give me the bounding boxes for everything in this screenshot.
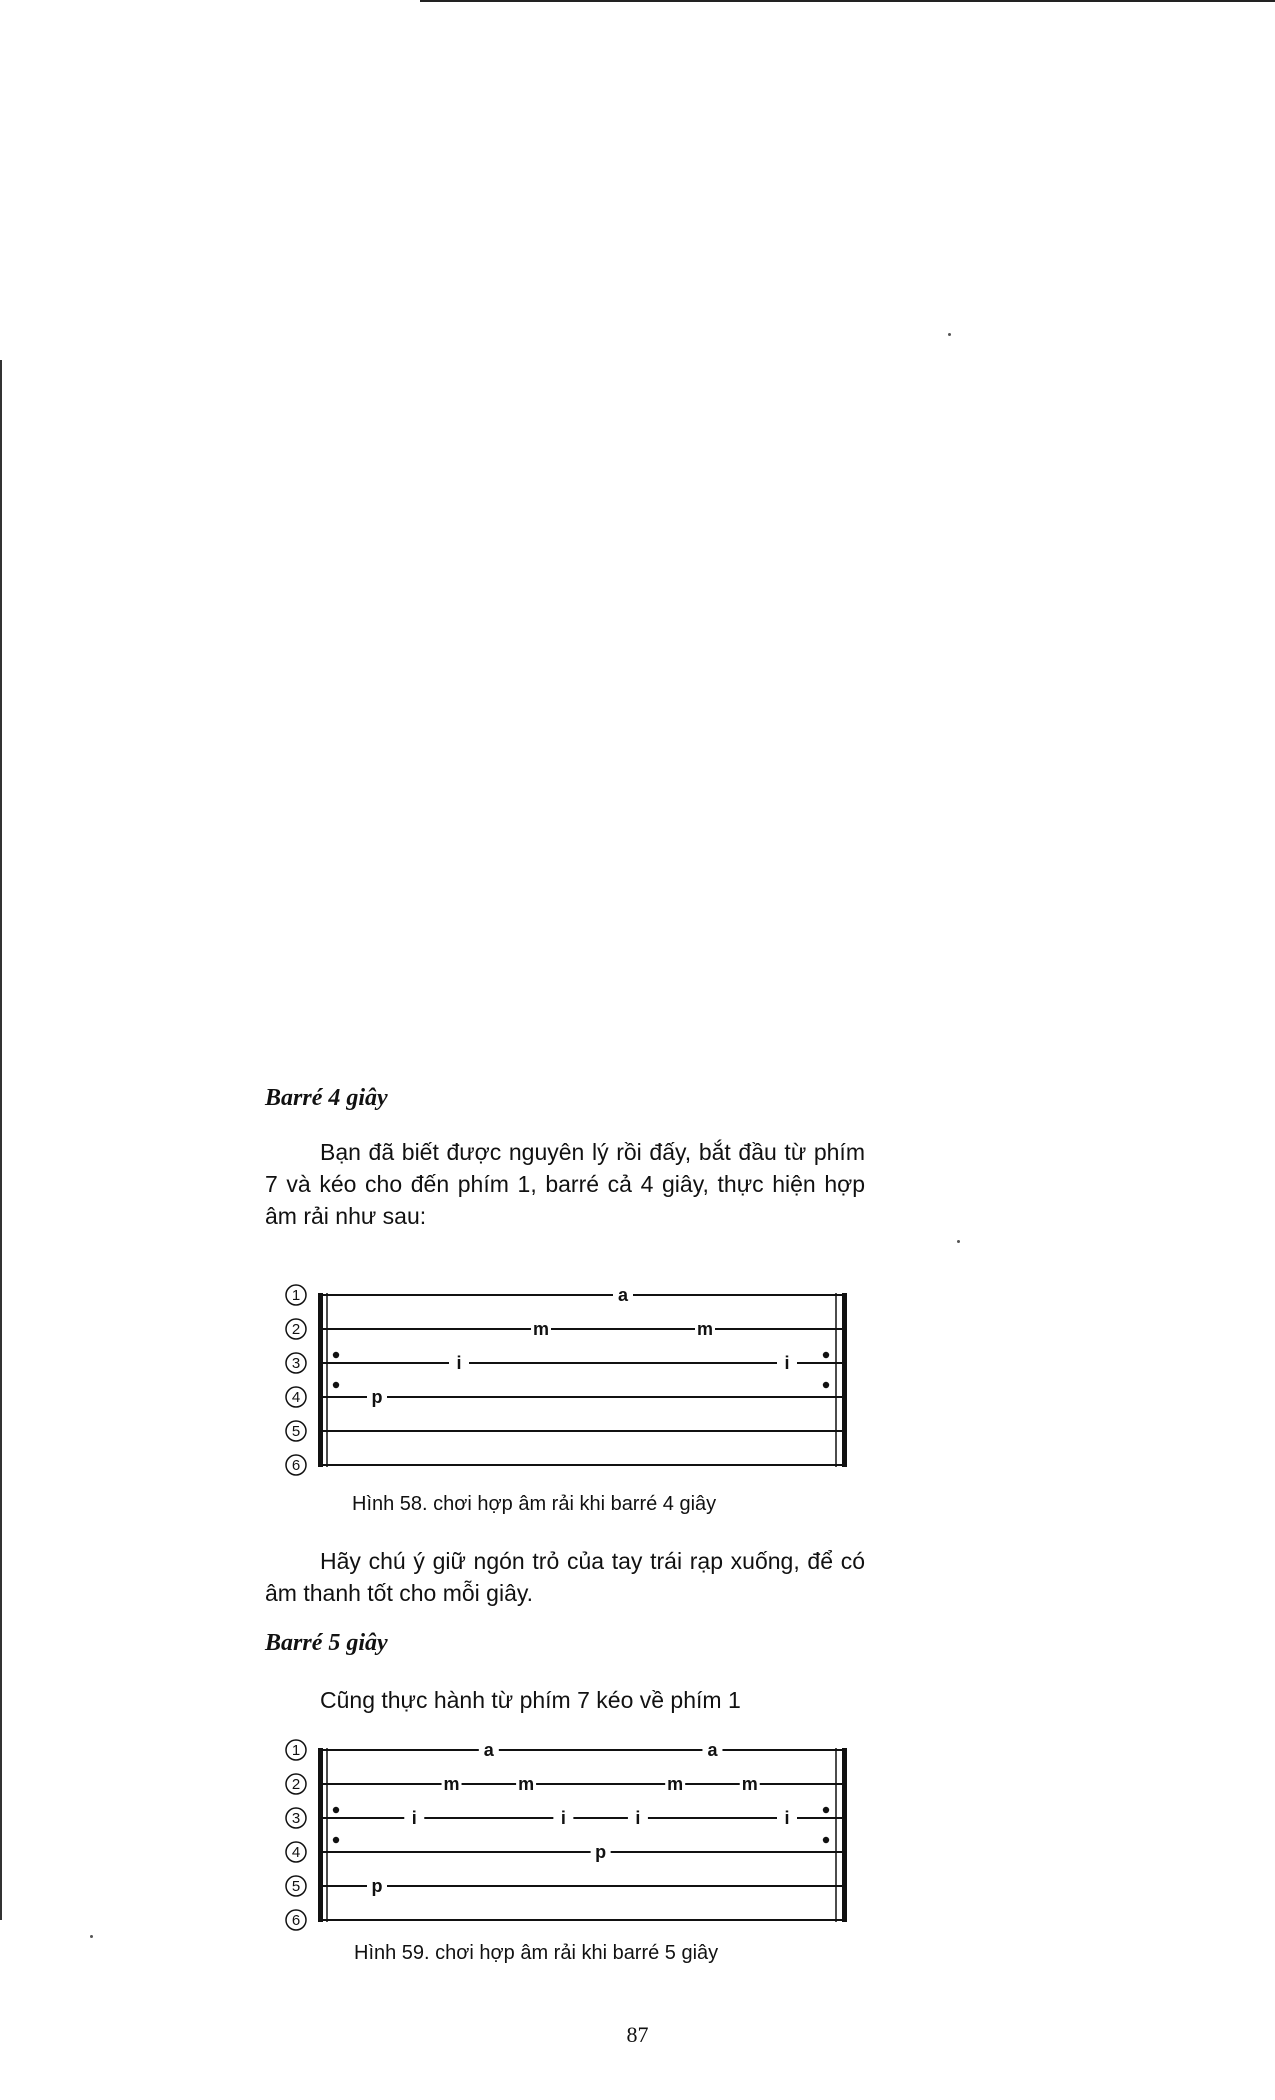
finger-label: a <box>483 1740 494 1760</box>
end-barline-thick <box>842 1748 847 1922</box>
repeat-dot <box>333 1382 339 1388</box>
finger-label: a <box>707 1740 718 1760</box>
string-number-label: 3 <box>291 1810 301 1827</box>
finger-label: m <box>667 1774 684 1794</box>
finger-label: m <box>518 1774 535 1794</box>
repeat-dot <box>823 1807 829 1813</box>
scan-speck <box>957 1240 960 1243</box>
string-number-label: 3 <box>291 1355 301 1372</box>
finger-label: i <box>456 1353 462 1373</box>
top-rule <box>420 0 1275 2</box>
scan-speck <box>90 1935 93 1938</box>
note-paragraph: Hãy chú ý giữ ngón trỏ của tay trái rạp xuống, để có âm thanh tốt cho mỗi giây. <box>265 1548 865 1606</box>
finger-label: i <box>784 1808 790 1828</box>
figure-59-tablature <box>280 1738 860 1934</box>
figure-59-caption: Hình 59. chơi hợp âm rải khi barré 5 giây <box>354 1942 719 1964</box>
string-number-label: 1 <box>291 1742 301 1759</box>
repeat-dot <box>823 1837 829 1843</box>
intro-paragraph: Bạn đã biết được nguyên lý rồi đấy, bắt đầu từ phím 7 và kéo cho đến phím 1, barré cả 4 giây, thực hiện hợp âm rải như sau: <box>265 1139 865 1229</box>
repeat-dot <box>333 1837 339 1843</box>
practice-paragraph: Cũng thực hành từ phím 7 kéo về phím 1 <box>320 1687 741 1713</box>
finger-label: m <box>532 1319 550 1339</box>
finger-label: m <box>741 1774 758 1794</box>
section-heading-barre-5: Barré 5 giây <box>265 1630 388 1656</box>
start-barline-thick <box>318 1748 323 1922</box>
string-number-label: 4 <box>291 1844 301 1861</box>
finger-label: i <box>784 1353 790 1373</box>
finger-label: i <box>635 1808 641 1828</box>
repeat-dot <box>333 1807 339 1813</box>
repeat-dot <box>823 1352 829 1358</box>
finger-label: a <box>617 1285 629 1305</box>
figure-58-tablature <box>280 1283 860 1479</box>
string-number-label: 1 <box>291 1287 301 1304</box>
finger-label: m <box>443 1774 460 1794</box>
tablature-diagram <box>280 1738 860 1934</box>
string-number-label: 2 <box>291 1321 301 1338</box>
repeat-dot <box>333 1352 339 1358</box>
string-number-label: 6 <box>291 1457 301 1474</box>
finger-label: i <box>411 1808 417 1828</box>
section-heading-barre-4: Barré 4 giây <box>265 1085 388 1111</box>
page-number: 87 <box>626 2022 649 2047</box>
end-barline-thick <box>842 1293 847 1467</box>
string-number-label: 2 <box>291 1776 301 1793</box>
start-barline-thick <box>318 1293 323 1467</box>
tablature-diagram <box>280 1283 860 1479</box>
string-number-label: 4 <box>291 1389 301 1406</box>
scan-speck <box>948 333 951 336</box>
finger-label: m <box>696 1319 714 1339</box>
finger-label: i <box>560 1808 566 1828</box>
string-number-label: 6 <box>291 1912 301 1929</box>
finger-label: p <box>595 1842 607 1862</box>
figure-58-caption: Hình 58. chơi hợp âm rải khi barré 4 giây <box>352 1493 717 1515</box>
string-number-label: 5 <box>291 1878 301 1895</box>
string-number-label: 5 <box>291 1423 301 1440</box>
finger-label: p <box>371 1876 383 1896</box>
finger-label: p <box>371 1387 383 1407</box>
repeat-dot <box>823 1382 829 1388</box>
page-edge-shadow <box>0 360 2 1920</box>
